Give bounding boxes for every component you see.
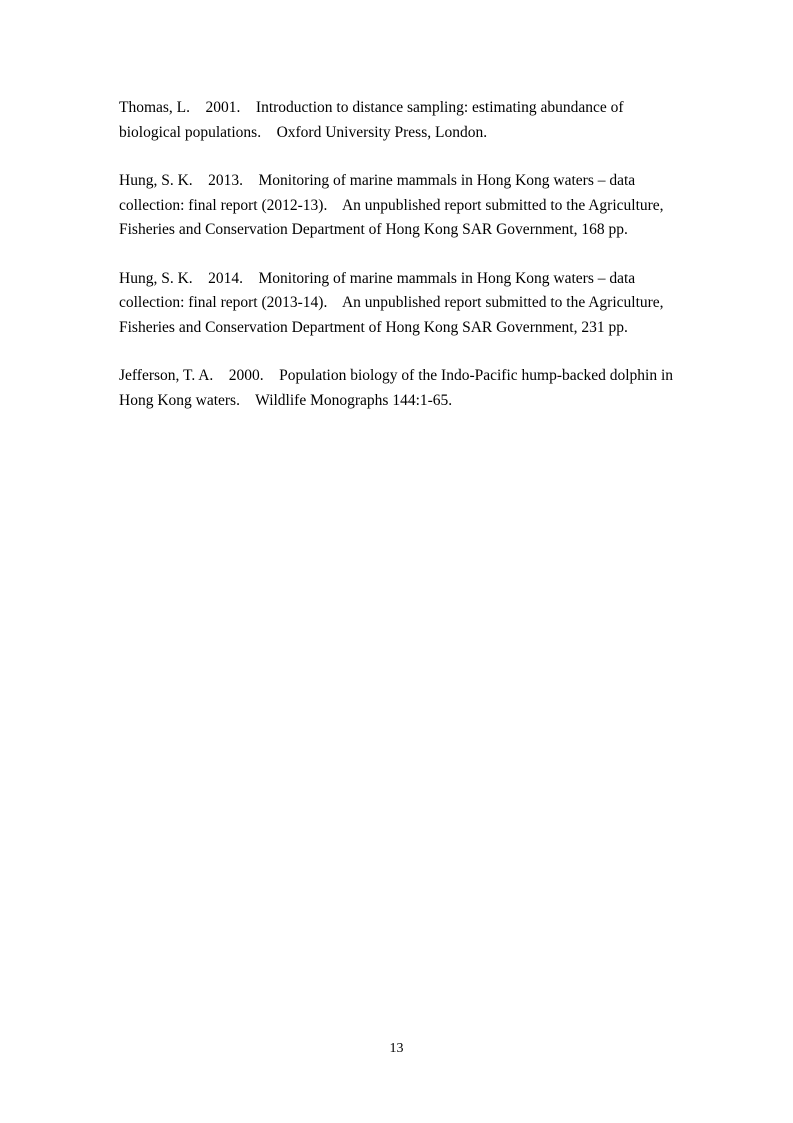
reference-line: Thomas, L. 2001. Introduction to distance sampling: estimating abundance of [119,99,624,116]
reference-list [119,96,719,437]
reference-entry-jefferson-2000 [119,364,719,413]
reference-entry-thomas-2001 [119,96,719,145]
reference-entry-hung-2013 [119,169,719,243]
reference-line: Hung, S. K. 2013. Monitoring of marine mammals in Hong Kong waters – data [119,172,636,189]
page-number: 13 [389,1041,404,1056]
reference-line: Hong Kong waters. Wildlife Monographs 144:1-65. [119,391,453,409]
reference-entry-hung-2014 [119,267,719,341]
reference-line: collection: final report (2012-13). An unpublished report submitted to the Agriculture, [119,196,664,214]
reference-line: collection: final report (2013-14). An unpublished report submitted to the Agriculture, [119,294,664,311]
reference-line: Fisheries and Conservation Department of Hong Kong SAR Government, 231 pp. [119,318,628,336]
reference-line: Fisheries and Conservation Department of Hong Kong SAR Government, 168 pp. [119,221,628,238]
reference-line: biological populations. Oxford University Press, London. [119,123,488,141]
reference-line: Hung, S. K. 2014. Monitoring of marine mammals in Hong Kong waters – data [119,269,636,287]
reference-line: Jefferson, T. A. 2000. Population biology of the Indo-Pacific hump-backed dolphin in [119,367,674,384]
